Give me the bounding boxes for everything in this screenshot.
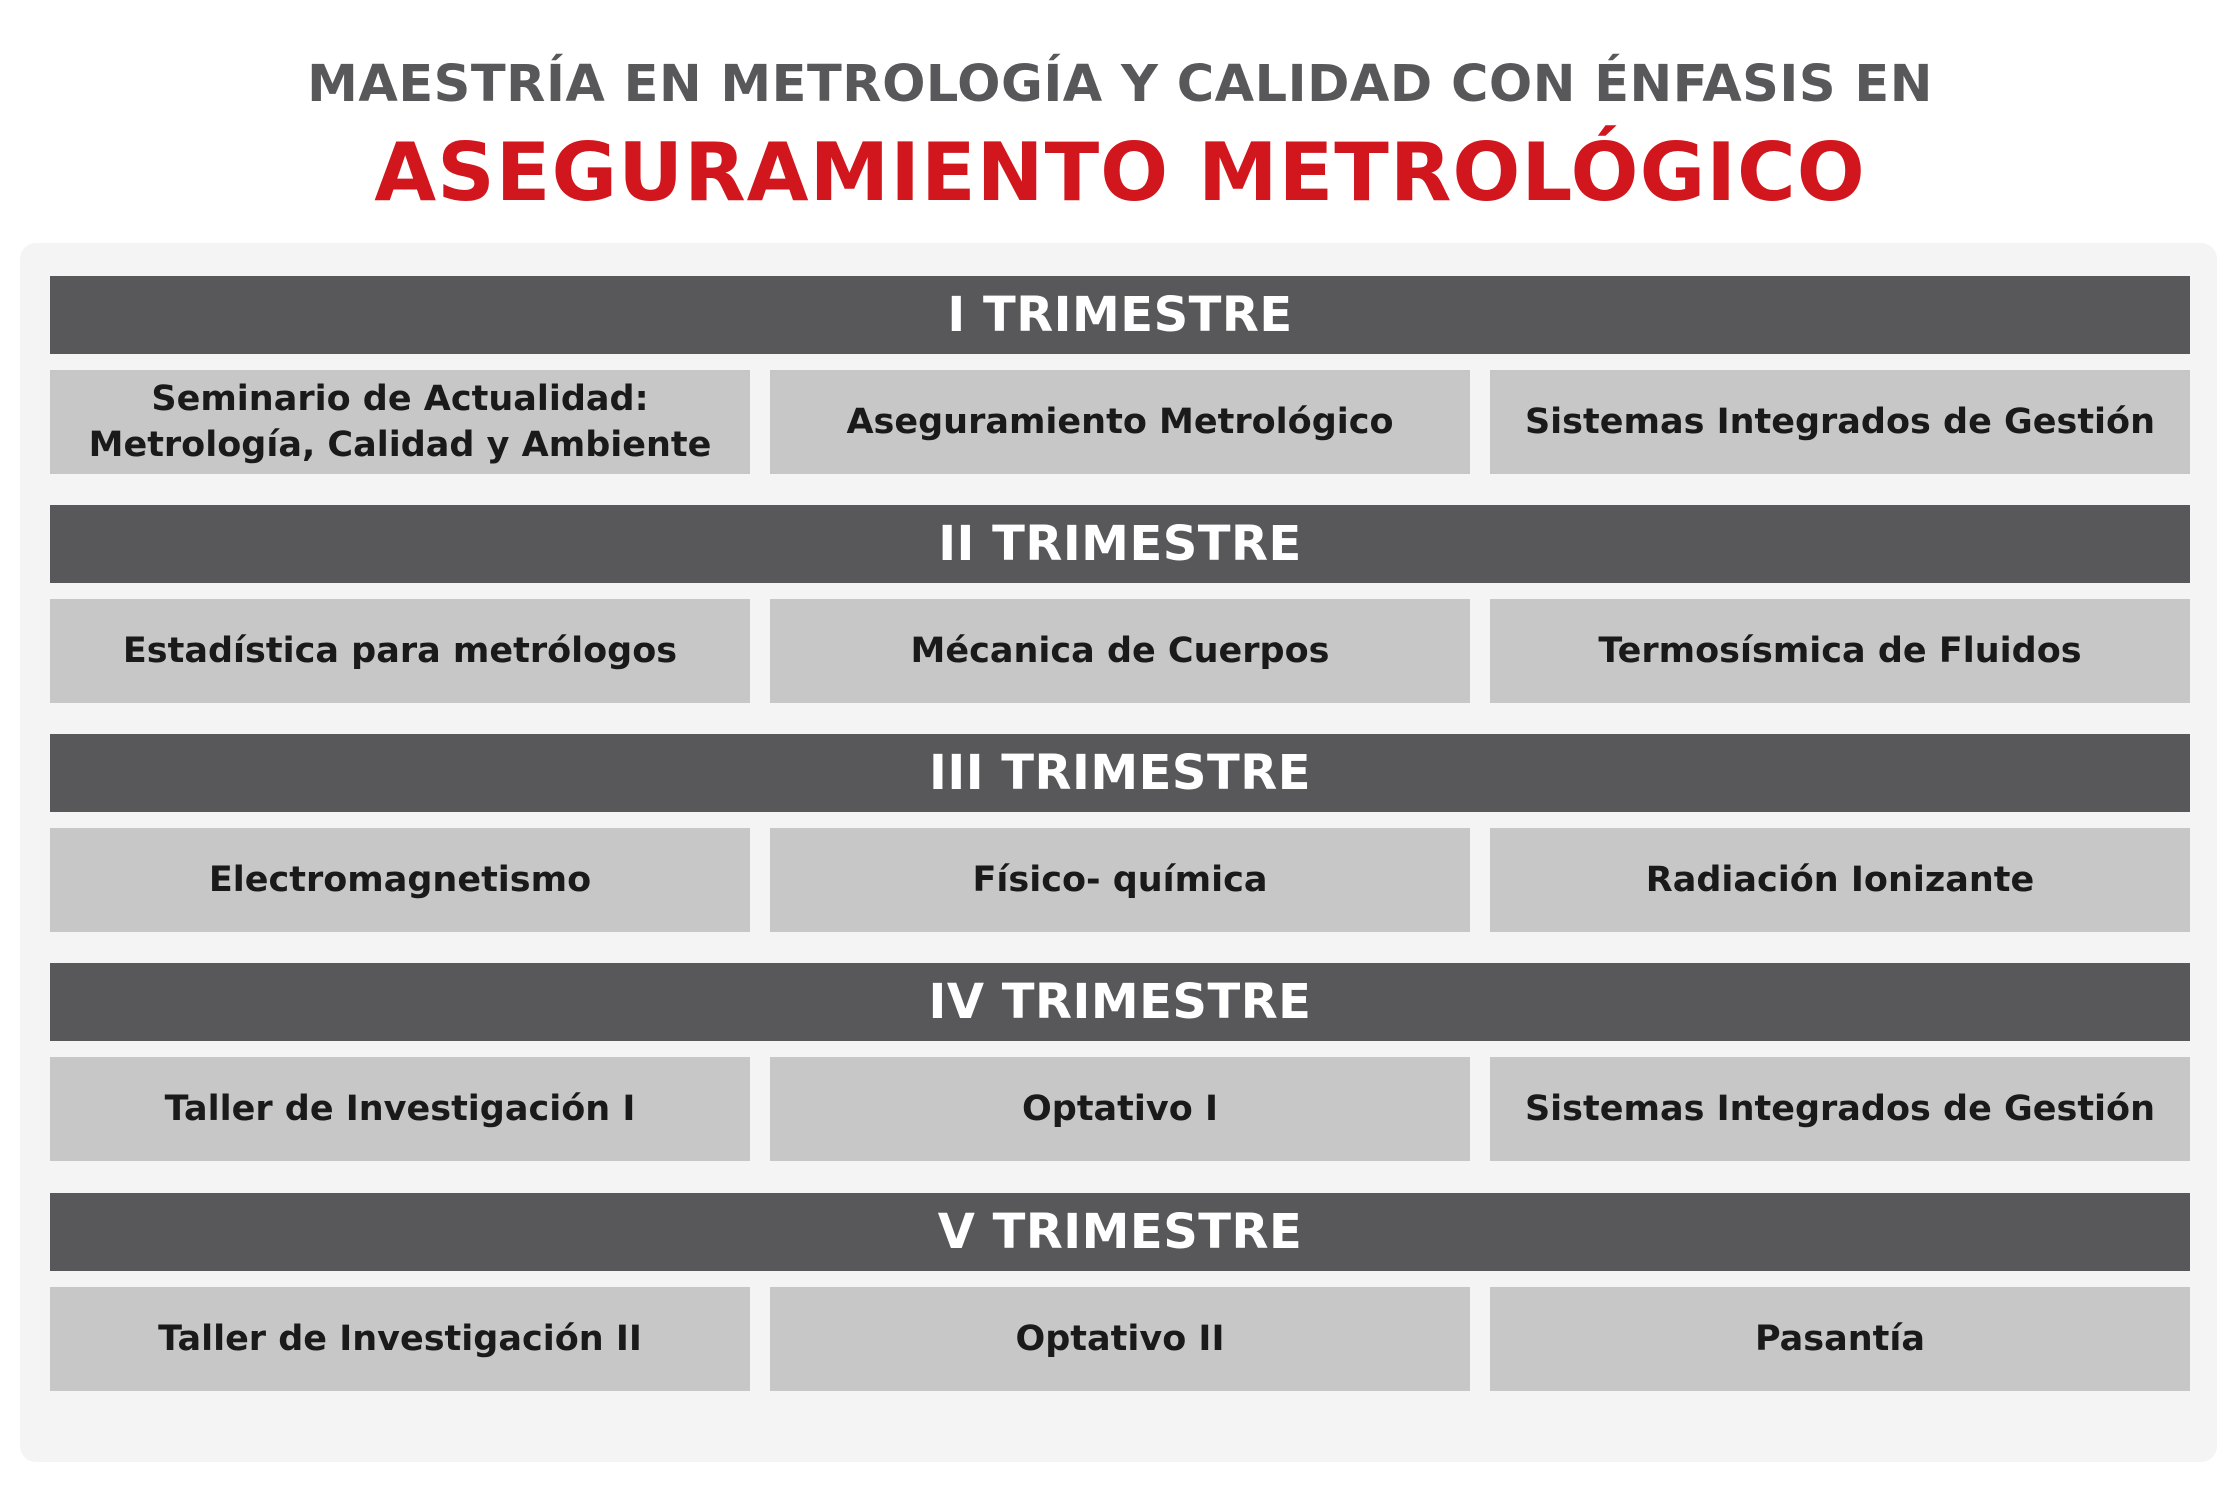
course-label: Físico- química (972, 860, 1268, 900)
course-cell (770, 370, 1470, 474)
course-cell (770, 599, 1470, 703)
program-subtitle: MAESTRÍA EN METROLOGÍA Y CALIDAD CON ÉNFASIS EN (307, 55, 1933, 114)
course-label-line: Metrología, Calidad y Ambiente (88, 425, 712, 465)
course-cell (50, 1287, 750, 1391)
course-label: Termosísmica de Fluidos (1598, 631, 2082, 671)
course-label: Aseguramiento Metrológico (846, 402, 1394, 442)
course-cell (770, 828, 1470, 932)
trimester-header: I TRIMESTRE (50, 276, 2190, 354)
course-cell (50, 370, 750, 474)
trimester-header: V TRIMESTRE (50, 1193, 2190, 1271)
course-label: Sistemas Integrados de Gestión (1524, 402, 2156, 442)
course-cell (1490, 370, 2190, 474)
course-label: Estadística para metrólogos (122, 631, 678, 671)
course-label: Radiación Ionizante (1645, 860, 2035, 900)
course-cell (770, 1057, 1470, 1161)
course-cell (1490, 1287, 2190, 1391)
program-title: ASEGURAMIENTO METROLÓGICO (374, 126, 1866, 219)
course-cell (1490, 828, 2190, 932)
course-label: Optativo I (1022, 1089, 1218, 1129)
course-label: Sistemas Integrados de Gestión (1524, 1089, 2156, 1129)
course-cell (1490, 1057, 2190, 1161)
course-cell (770, 1287, 1470, 1391)
trimester-header: III TRIMESTRE (50, 734, 2190, 812)
course-label-line: Seminario de Actualidad: (151, 379, 649, 419)
course-label: Electromagnetismo (208, 860, 592, 900)
trimester-header: IV TRIMESTRE (50, 963, 2190, 1041)
course-cell (1490, 599, 2190, 703)
course-cell (50, 1057, 750, 1161)
course-label: Taller de Investigación II (158, 1319, 642, 1359)
course-cell (50, 828, 750, 932)
course-cell (50, 599, 750, 703)
course-label: Mécanica de Cuerpos (910, 631, 1330, 671)
course-label: Optativo II (1015, 1319, 1225, 1359)
course-label: Pasantía (1754, 1319, 1926, 1359)
trimester-header: II TRIMESTRE (50, 505, 2190, 583)
course-label: Taller de Investigación I (164, 1089, 636, 1129)
